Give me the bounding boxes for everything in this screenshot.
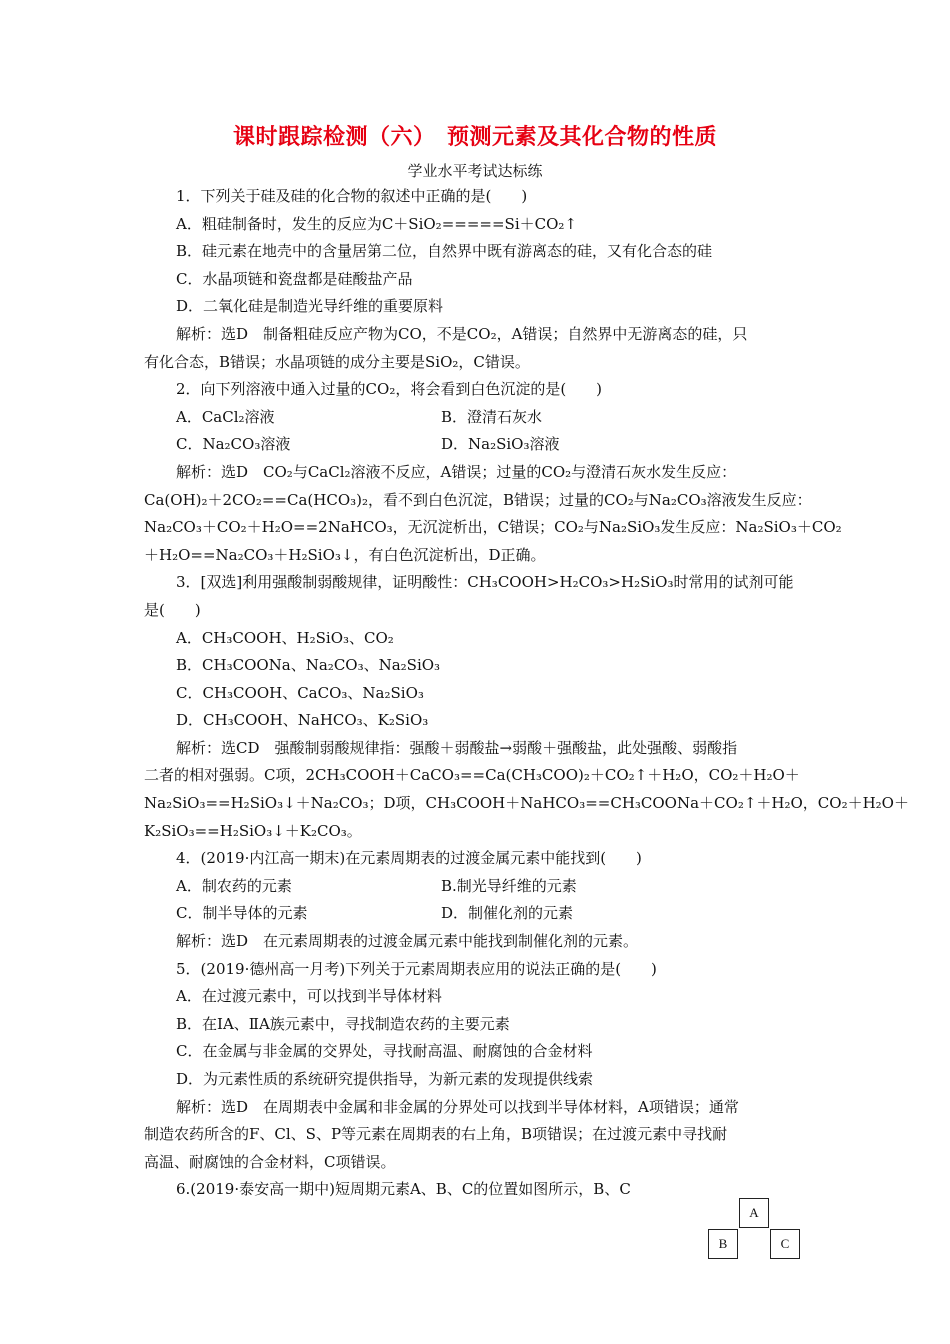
q5-option-a: A．在过渡元素中，可以找到半导体材料 xyxy=(176,987,442,1006)
q1-option-a: A．粗硅制备时，发生的反应为C＋SiO₂=====Si＋CO₂↑ xyxy=(176,214,577,233)
q5-answer-line: 高温、耐腐蚀的合金材料，C项错误。 xyxy=(144,1152,396,1171)
page-title: 课时跟踪检测（六） 预测元素及其化合物的性质 xyxy=(232,125,717,150)
q2-option-d: D．Na₂SiO₃溶液 xyxy=(441,435,560,454)
q5-option-d: D．为元素性质的系统研究提供指导，为新元素的发现提供线索 xyxy=(176,1070,594,1088)
q2-option-a: A．CaCl₂溶液 xyxy=(176,407,275,426)
q1-answer-line: 有化合态，B错误；水晶项链的成分主要是SiO₂，C错误。 xyxy=(144,352,530,371)
q4-option-b: B.制光导纤维的元素 xyxy=(441,876,577,895)
q4-option-c: C．制半导体的元素 xyxy=(176,904,308,923)
cell-c: C xyxy=(770,1229,800,1259)
q2-option-c: C．Na₂CO₃溶液 xyxy=(176,435,291,454)
q3-option-d: D．CH₃COOH、NaHCO₃、K₂SiO₃ xyxy=(176,711,429,730)
q2-answer-line: ＋H₂O==Na₂CO₃＋H₂SiO₃↓，有白色沉淀析出，D正确。 xyxy=(144,545,546,564)
q2-answer-line: Na₂CO₃＋CO₂＋H₂O==2NaHCO₃，无沉淀析出，C错误；CO₂与Na₂SiO₃发生反应：Na₂SiO₃＋CO₂ xyxy=(144,518,842,537)
q5-answer-line: 解析：选D 在周期表中金属和非金属的分界处可以找到半导体材料，A项错误；通常 xyxy=(176,1097,739,1116)
q2-answer-line: Ca(OH)₂＋2CO₂==Ca(HCO₃)₂，看不到白色沉淀，B错误；过量的CO₂与Na₂CO₃溶液发生反应： xyxy=(144,490,812,509)
q4-stem: 4．(2019·内江高一期末)在元素周期表的过渡金属元素中能找到( ) xyxy=(176,849,642,868)
q1-option-d: D．二氧化硅是制造光导纤维的重要原料 xyxy=(176,297,444,316)
q1-option-c: C．水晶项链和瓷盘都是硅酸盐产品 xyxy=(176,269,413,288)
q2-option-b: B．澄清石灰水 xyxy=(441,407,543,426)
q4-option-a: A．制农药的元素 xyxy=(176,876,292,895)
q3-stem-cont: 是( ) xyxy=(144,600,201,619)
q5-answer-line: 制造农药所含的F、Cl、S、P等元素在周期表的右上角，B项错误；在过渡元素中寻找耐 xyxy=(144,1125,728,1144)
section-subtitle: 学业水平考试达标练 xyxy=(407,162,543,180)
q6-stem: 6.(2019·泰安高一期中)短周期元素A、B、C的位置如图所示，B、C xyxy=(176,1180,631,1199)
q3-answer-line: Na₂SiO₃==H₂SiO₃↓＋Na₂CO₃；D项，CH₃COOH＋NaHCO₃==CH₃COONa＋CO₂↑＋H₂O，CO₂＋H₂O＋ xyxy=(144,794,909,813)
q3-option-c: C．CH₃COOH、CaCO₃、Na₂SiO₃ xyxy=(176,683,424,702)
q4-answer-line: 解析：选D 在元素周期表的过渡金属元素中能找到制催化剂的元素。 xyxy=(176,932,639,951)
q1-option-b: B．硅元素在地壳中的含量居第二位，自然界中既有游离态的硅，又有化合态的硅 xyxy=(176,242,713,261)
cell-b: B xyxy=(708,1229,738,1259)
q3-stem: 3．[双选]利用强酸制弱酸规律，证明酸性：CH₃COOH>H₂CO₃>H₂SiO₃时常用的试剂可能 xyxy=(176,573,794,592)
q1-answer-line: 解析：选D 制备粗硅反应产物为CO，不是CO₂，A错误；自然界中无游离态的硅，只 xyxy=(176,324,748,343)
q2-options-row xyxy=(144,431,809,459)
q2-answer-line: 解析：选D CO₂与CaCl₂溶液不反应，A错误；过量的CO₂与澄清石灰水发生反应： xyxy=(176,462,737,481)
cell-a: A xyxy=(739,1198,769,1228)
q4-options-row xyxy=(144,900,809,928)
q3-option-a: A．CH₃COOH、H₂SiO₃、CO₂ xyxy=(176,628,394,647)
q4-option-d: D．制催化剂的元素 xyxy=(441,904,574,923)
document-body xyxy=(144,183,909,1204)
q3-answer-line: K₂SiO₃==H₂SiO₃↓＋K₂CO₃。 xyxy=(144,821,362,840)
q2-stem: 2．向下列溶液中通入过量的CO₂，将会看到白色沉淀的是( ) xyxy=(176,380,603,399)
q5-stem: 5．(2019·德州高一月考)下列关于元素周期表应用的说法正确的是( ) xyxy=(176,959,657,978)
q5-option-b: B．在ⅠA、ⅡA族元素中，寻找制造农药的主要元素 xyxy=(176,1014,510,1033)
q3-answer-line: 二者的相对强弱。C项，2CH₃COOH＋CaCO₃==Ca(CH₃COO)₂＋CO₂↑＋H₂O，CO₂＋H₂O＋ xyxy=(144,766,800,785)
periodic-position-diagram xyxy=(708,1198,801,1261)
q3-option-b: B．CH₃COONa、Na₂CO₃、Na₂SiO₃ xyxy=(176,656,441,675)
q5-option-c: C．在金属与非金属的交界处，寻找耐高温、耐腐蚀的合金材料 xyxy=(176,1042,593,1061)
q1-stem: 1．下列关于硅及硅的化合物的叙述中正确的是( ) xyxy=(176,187,528,205)
q3-answer-line: 解析：选CD 强酸制弱酸规律指：强酸＋弱酸盐→弱酸＋强酸盐，此处强酸、弱酸指 xyxy=(176,738,738,757)
q4-options-row xyxy=(144,873,809,901)
q2-options-row xyxy=(144,404,809,432)
